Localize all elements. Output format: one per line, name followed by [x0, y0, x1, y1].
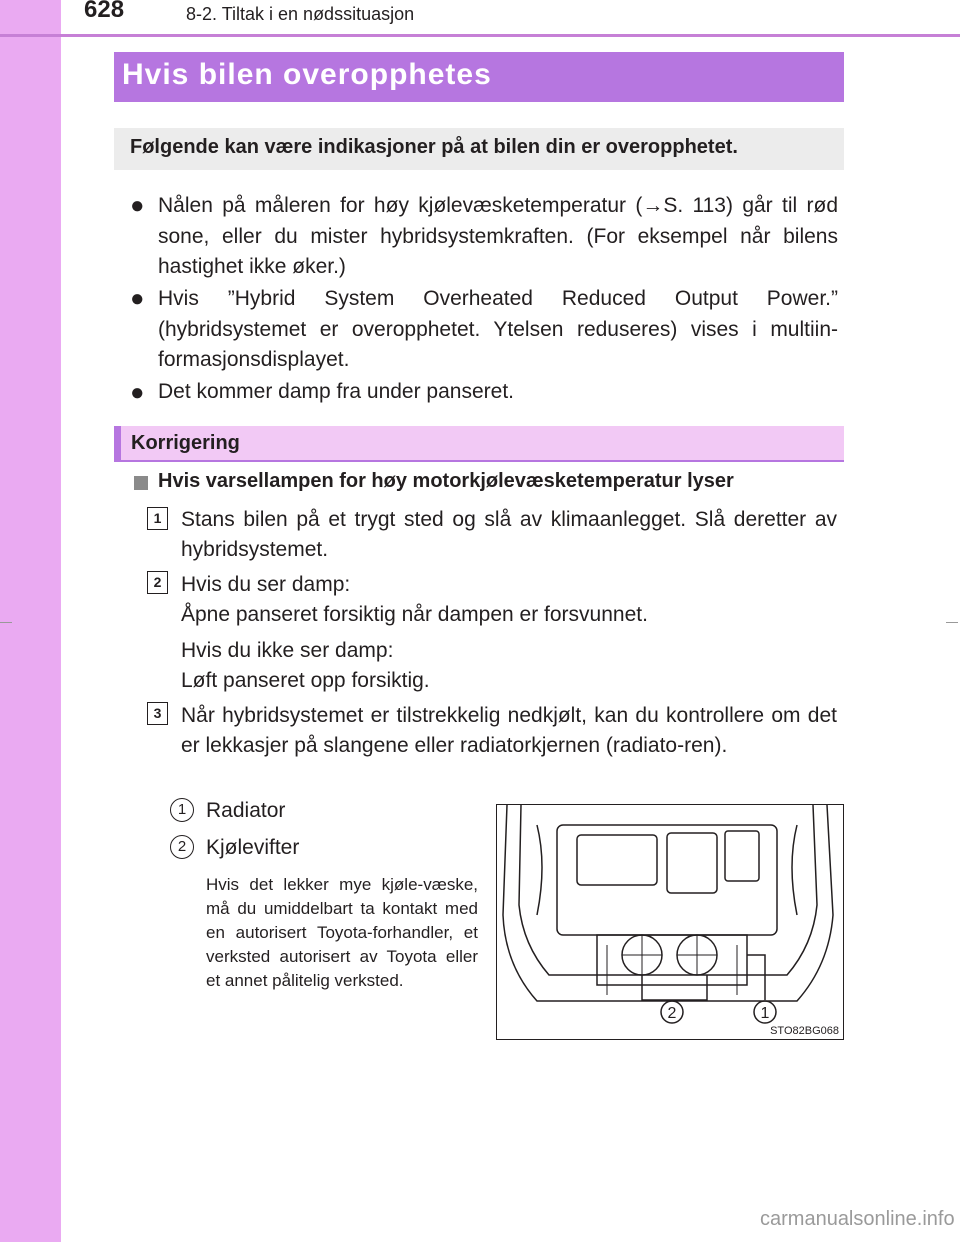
step-number-3: 3 [147, 702, 168, 725]
square-bullet-icon [134, 476, 148, 490]
legend-number-1: 1 [170, 798, 194, 822]
subheading-box [114, 426, 844, 462]
legend-label-radiator: Radiator [206, 799, 286, 822]
warning-note: Hvis det lekker mye kjøle-væske, må du umiddelbart ta kontakt med en autorisert Toyota-forhandler, et verksted autorisert av Toyota eller et annet pålitelig verksted. [206, 875, 478, 990]
radiator-leader [747, 955, 765, 1000]
legend-label-fans: Kjølevifter [206, 836, 300, 859]
legend-number-2: 2 [170, 835, 194, 859]
watermark: carmanualsonline.info [760, 1208, 955, 1230]
crop-mark-left [0, 622, 12, 623]
page-number: 628 [84, 0, 125, 23]
engine-cover [577, 835, 657, 885]
bullet-text-1: Nålen på måleren for høy kjølevæsketemperatur (→S. 113) går til rød sone, eller du mister hybridsystemkraften. (For eksempel når bilens hastighet ikke øker.) [158, 194, 838, 278]
condition-heading: Hvis varsellampen for høy motorkjølevæsketemperatur lyser [158, 470, 734, 492]
hood-opening [519, 805, 817, 975]
step-2-line-1: Hvis du ser damp: [181, 573, 351, 596]
bullet-text-2: Hvis ”Hybrid System Overheated Reduced Output Power.” (hybridsystemet er overopphetet. Ytelsen reduseres) vises i multiin-formasjonsdisplayet. [158, 287, 838, 371]
bullet-dot-icon: ● [130, 192, 145, 219]
step-number-2: 2 [147, 571, 168, 594]
figure-code: STO82BG068 [770, 1025, 839, 1037]
intro-box [114, 128, 844, 170]
callout-2: 2 [667, 1005, 677, 1022]
bullet-dot-icon: ● [130, 379, 145, 406]
engine-bay-illustration [496, 804, 844, 1040]
inverter [667, 833, 717, 893]
step-number-1: 1 [147, 507, 168, 530]
fans-leader [642, 975, 707, 1000]
step-3-text: Når hybridsystemet er tilstrekkelig nedkjølt, kan du kontrollere om det er lekkasjer på slangene eller radiatorkjernen (radiato-ren). [181, 704, 837, 757]
reservoir [725, 831, 759, 881]
step-2 [181, 570, 837, 695]
page-sidebar [0, 0, 61, 1242]
header-rule [0, 34, 960, 37]
subheading-accent [114, 426, 121, 462]
section-path: 8-2. Tiltak i en nødssituasjon [186, 4, 415, 24]
radiator-core [597, 935, 747, 985]
intro-text: Følgende kan være indikasjoner på at bilen din er overopphetet. [130, 136, 738, 158]
step-2-line-4: Løft panseret opp forsiktig. [181, 668, 430, 692]
crop-mark-right [946, 622, 958, 623]
page-title: Hvis bilen overopphetes [122, 58, 492, 91]
subheading: Korrigering [131, 432, 240, 454]
callout-1: 1 [760, 1005, 770, 1022]
bullet-dot-icon: ● [130, 285, 145, 312]
title-bar [114, 52, 844, 102]
step-1-text: Stans bilen på et trygt sted og slå av klimaanlegget. Slå deretter av hybridsystemet. [181, 508, 837, 561]
bullet-text-3: Det kommer damp fra under panseret. [158, 380, 514, 403]
step-2-line-3: Hvis du ikke ser damp: [181, 639, 394, 662]
step-2-line-2: Åpne panseret forsiktig når dampen er forsvunnet. [181, 602, 648, 626]
engine-bay-drawing [497, 805, 844, 1040]
